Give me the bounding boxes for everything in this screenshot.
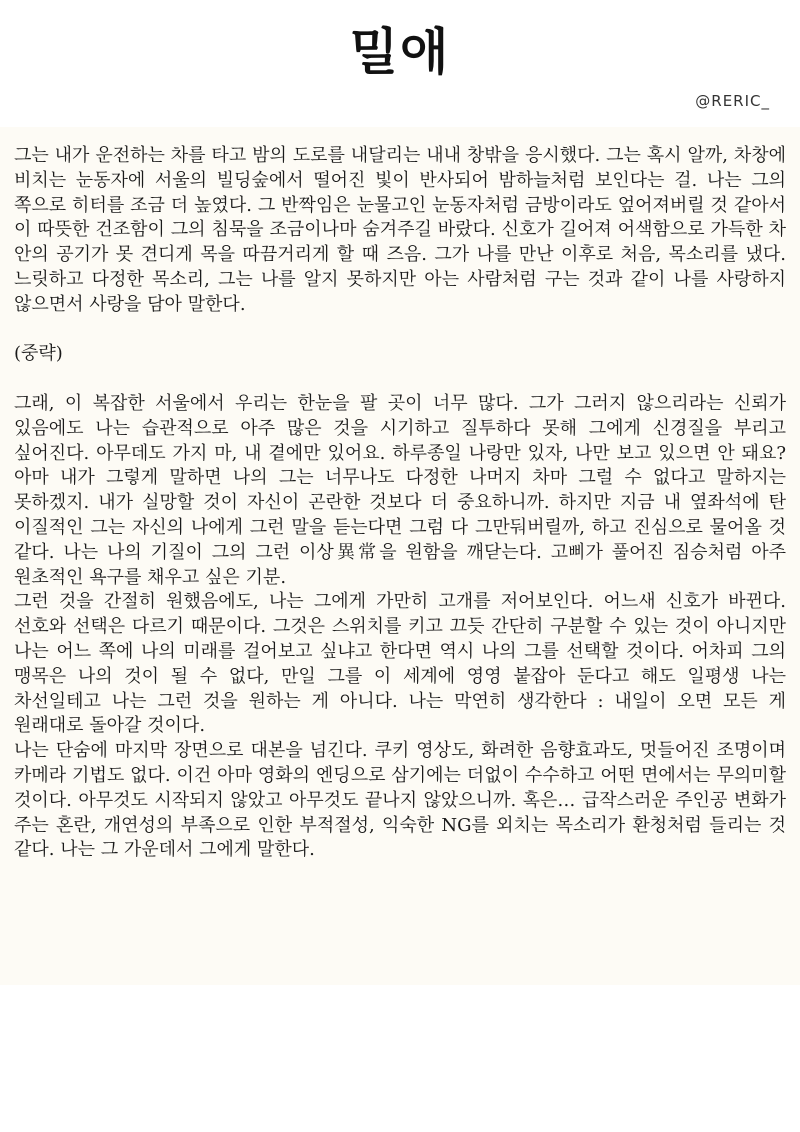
paragraph-2: 그래, 이 복잡한 서울에서 우리는 한눈을 팔 곳이 너무 많다. 그가 그러지 않으리라는 신뢰가 있음에도 나는 습관적으로 아주 많은 것을 시기하고 질투하다 못해 그에게 신경질을 부리고 싶어진다. 아무데도 가지 마, 내 곁에만 있어요. 하루종일 나랑만 있자, 나만 보고 있으면 안 돼요? 아마 내가 그렇게 말하면 나의 그는 너무나도 다정한 나머지 차마 그럴 수 없다고 말하지는 못하겠지. 내가 실망할 것이 자신이 곤란한 것보다 더 중요하니까. 하지만 지금 내 옆좌석에 탄 이질적인 그는 자신의 나에게 그런 말을 듣는다면 그럼 다 그만둬버릴까, 하고 진심으로 물어올 것 같다. 나는 나의 기질이 그의 그런 이상異常을 원함을 깨닫는다. 고삐가 풀어진 짐승처럼 아주 원초적인 욕구를 채우고 싶은 기분. [14,392,786,588]
paragraph-1: 그는 내가 운전하는 차를 타고 밤의 도로를 내달리는 내내 창밖을 응시했다. 그는 혹시 알까, 차창에 비치는 눈동자에 서울의 빌딩숲에서 떨어진 빛이 반사되어 밤하늘처럼 보인다는 걸. 나는 그의 쪽으로 히터를 조금 더 높였다. 그 반짝임은 눈물고인 눈동자처럼 금방이라도 엎어져버릴 것 같아서 이 따뜻한 건조함이 그의 침묵을 조금이나마 숨겨주길 바랐다. 신호가 길어져 어색함으로 가득한 차 안의 공기가 못 견디게 목을 따끔거리게 할 때 즈음. 그가 나를 만난 이후로 처음, 목소리를 냈다. 느릿하고 다정한 목소리, 그는 나를 알지 못하지만 아는 사람처럼 구는 것과 같이 나를 사랑하지 않으면서 사랑을 담아 말한다. [14,145,786,315]
author-handle: @RERIC_ [695,92,770,110]
story-title: 밀애 [349,23,451,81]
paragraph-spacer [14,318,786,343]
paragraph-4: 나는 단숨에 마지막 장면으로 대본을 넘긴다. 쿠키 영상도, 화려한 음향효과도, 멋들어진 조명이며 카메라 기법도 없다. 이건 아마 영화의 엔딩으로 삼기에는 더없이 수수하고 어떤 면에서는 무의미할 것이다. 아무것도 시작되지 않았고 아무것도 끝나지 않았으니까. 혹은… 급작스러운 주인공 변화가 주는 혼란, 개연성의 부족으로 인한 부적절성, 익숙한 NG를 외치는 목소리가 환청처럼 들리는 것 같다. 나는 그 가운데서 그에게 말한다. [14,740,786,861]
paragraph-spacer [14,367,786,392]
paragraph-3: 그런 것을 간절히 원했음에도, 나는 그에게 가만히 고개를 저어보인다. 어느새 신호가 바뀐다. 선호와 선택은 다르기 때문이다. 그것은 스위치를 키고 끄듯 간단히 구분할 수 있는 것이 아니지만 나는 어느 쪽에 나의 미래를 걸어보고 싶냐고 한다면 역시 나의 그를 선택할 것이다. 어차피 그의 맹목은 나의 것이 될 수 없다, 만일 그를 이 세계에 영영 붙잡아 둔다고 해도 일평생 나는 차선일테고 나는 그런 것을 원하는 게 아니다. 나는 막연히 생각한다 : 내일이 오면 모든 게 원래대로 돌아갈 것이다. [14,591,786,737]
section-break-note: (중략) [14,343,63,365]
story-body [14,144,786,863]
